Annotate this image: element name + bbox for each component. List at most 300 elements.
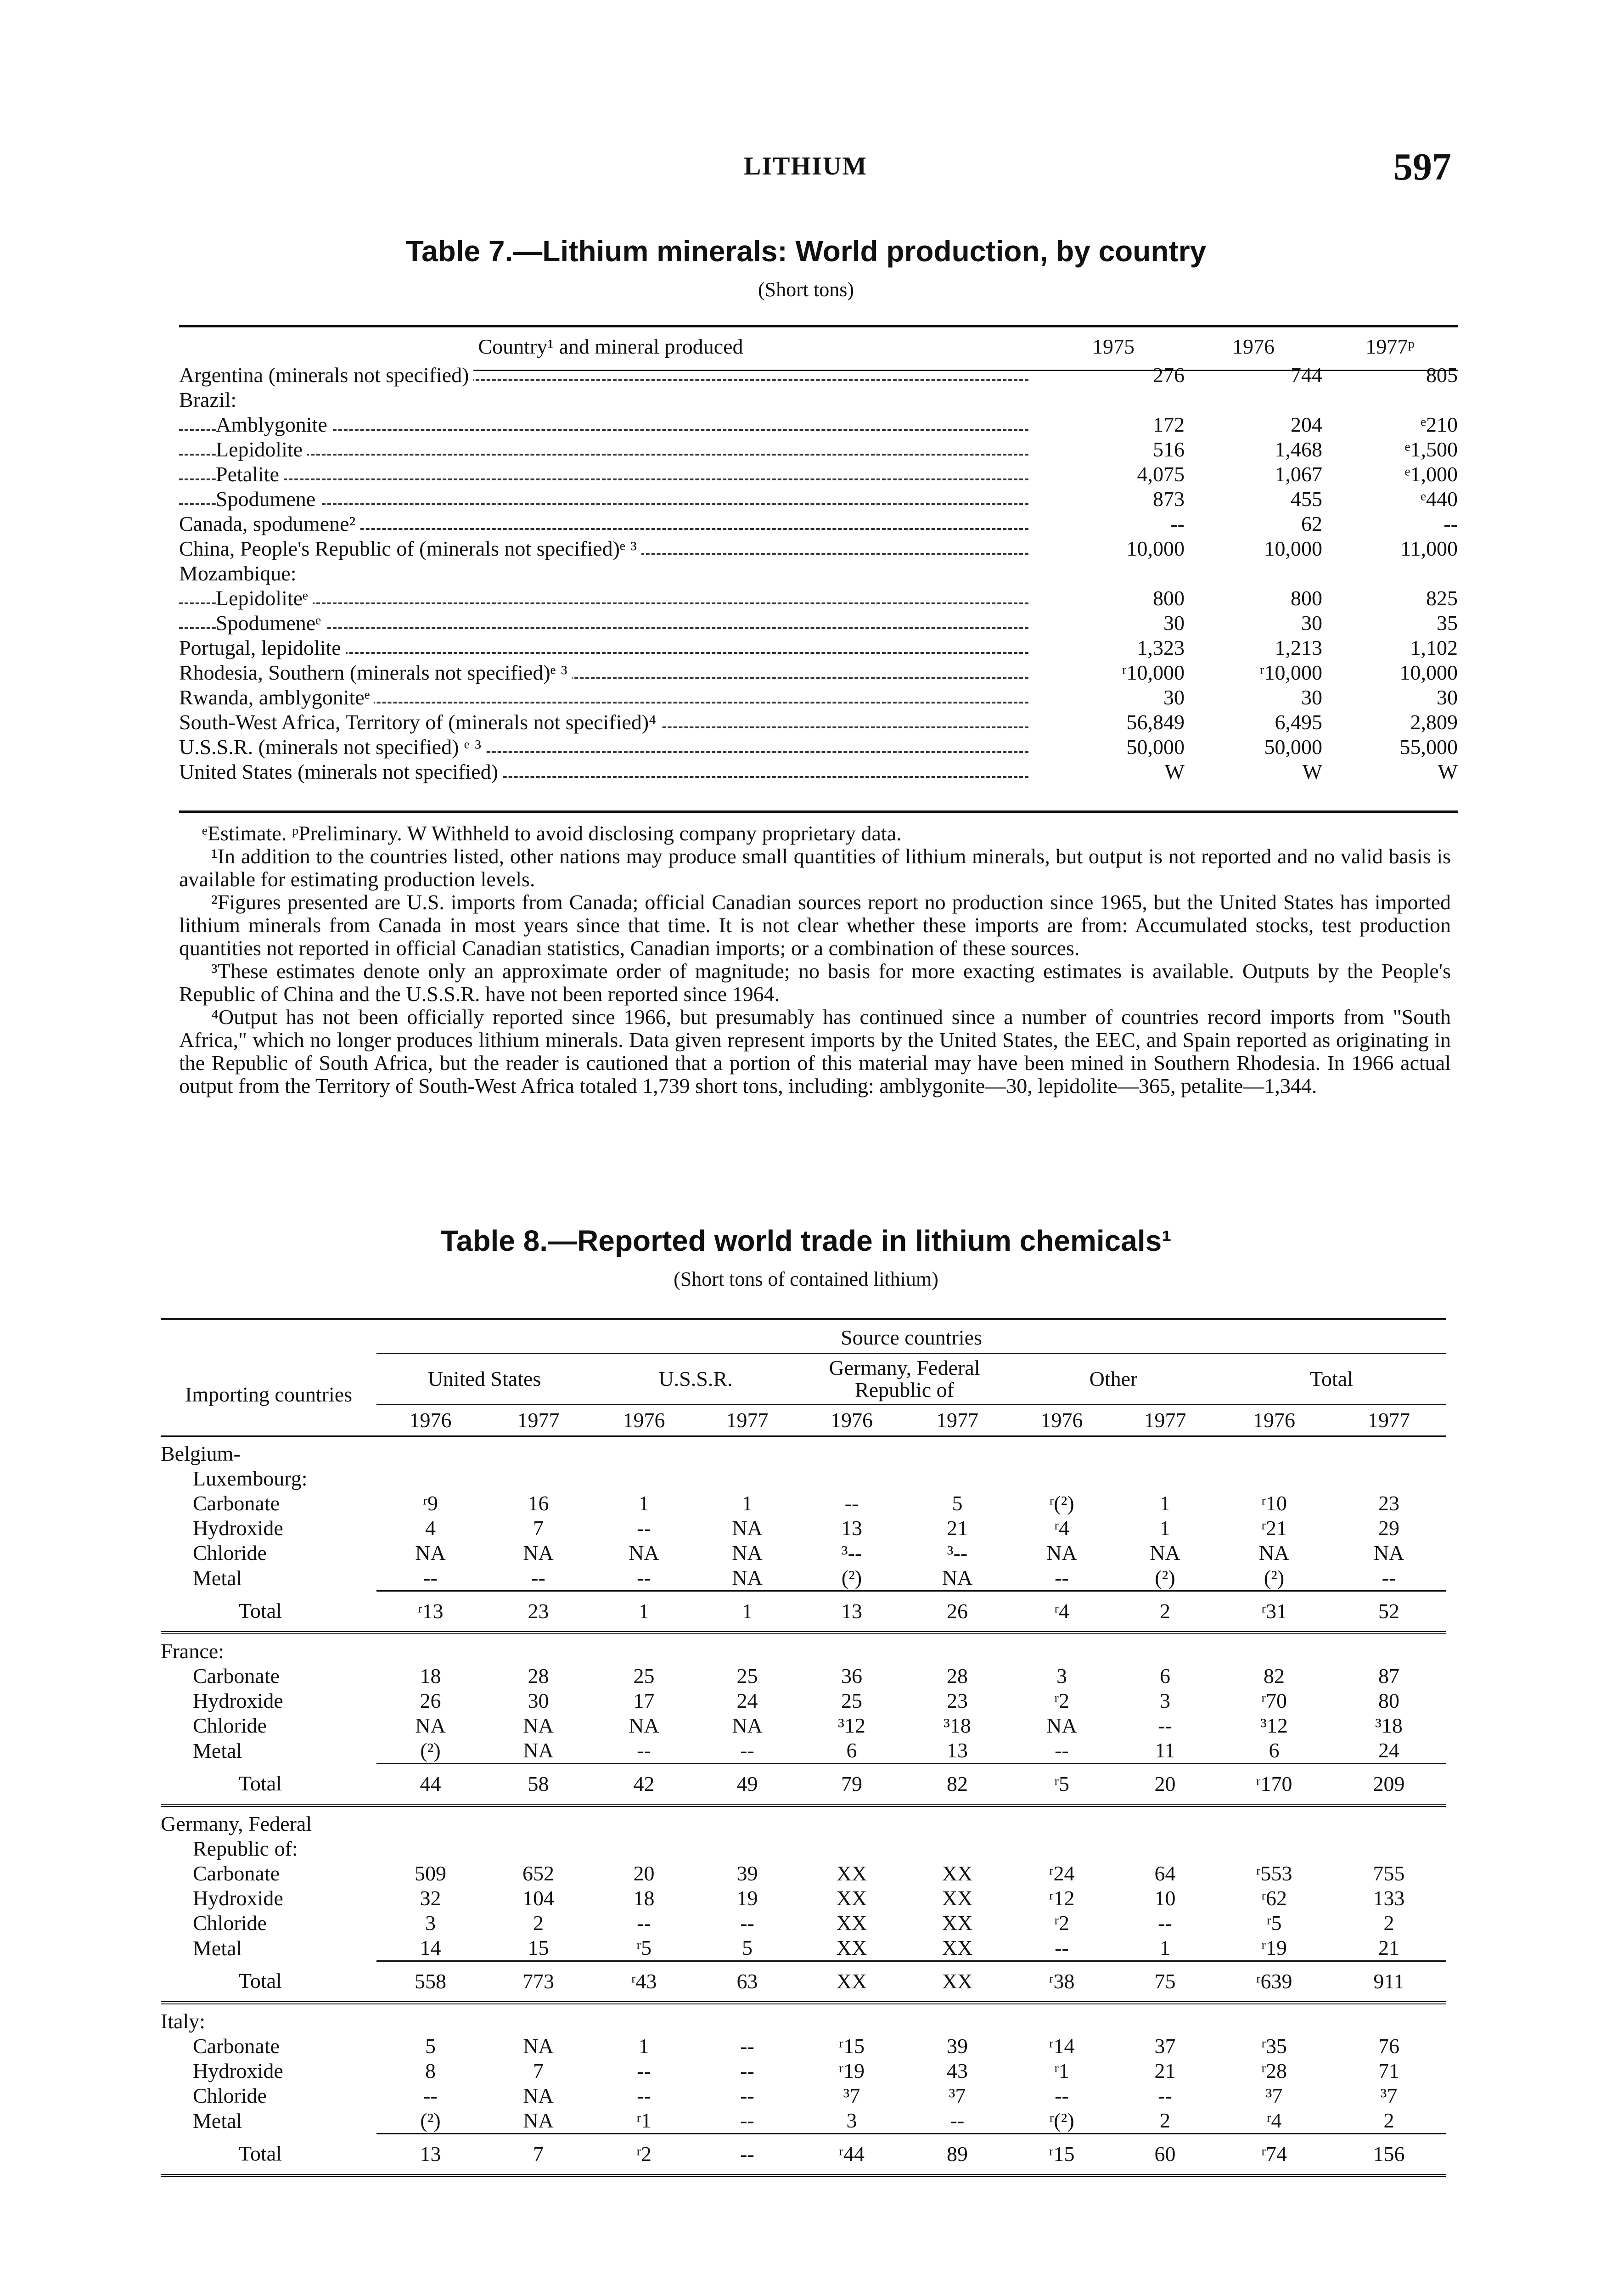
total-cell: ʳ4 (1054, 1599, 1069, 1623)
total-cell: ʳ38 (1049, 1970, 1075, 1993)
table8-row (161, 1565, 1446, 1591)
year-header: 1977 (936, 1408, 978, 1432)
value-cell: 87 (1378, 1664, 1399, 1688)
chemical-label: Metal (193, 1566, 242, 1590)
value-cell: NA (629, 1541, 659, 1564)
value-cell (1322, 388, 1458, 412)
value-cell: ʳ(²) (1010, 2108, 1113, 2134)
value-cell: ³12 (838, 1714, 865, 1737)
value-cell: 204 (1291, 413, 1322, 436)
value-cell: 82 (1264, 1664, 1285, 1688)
value-cell: 8 (425, 2059, 436, 2082)
value-cell: 755 (1373, 1862, 1405, 1885)
table7-header-row (179, 331, 1458, 363)
value-cell: 14 (376, 1936, 484, 1961)
total-cell: 209 (1373, 1772, 1405, 1795)
value-cell: 744 (1291, 363, 1322, 387)
total-cell: 42 (633, 1772, 655, 1795)
value-cell: 50,000 (1264, 735, 1322, 759)
value-cell: 56,849 (1126, 710, 1185, 734)
total-label: Total (239, 2142, 282, 2166)
total-cell: 773 (522, 1970, 554, 1993)
value-cell: 6 (799, 1738, 904, 1764)
value-cell: XX (942, 1862, 973, 1885)
importing-country: Belgium- (161, 1442, 241, 1465)
row-label: Mozambique: (179, 562, 301, 585)
value-cell: -- (1158, 1911, 1172, 1935)
value-cell: -- (1010, 1565, 1113, 1591)
total-cell: 13 (841, 1599, 862, 1623)
value-cell: -- (740, 2034, 754, 2058)
value-cell: 32 (420, 1886, 441, 1910)
value-cell: -- (740, 2084, 754, 2107)
value-cell: NA (732, 1714, 763, 1737)
table8-row (161, 2083, 1446, 2108)
value-cell: 4 (425, 1516, 436, 1540)
value-cell: ³7 (1265, 2084, 1283, 2107)
value-cell: 3 (799, 2108, 904, 2134)
total-cell: ʳ43 (631, 1970, 657, 1993)
section-heading-row (161, 1806, 1446, 1837)
value-cell: 1,213 (1275, 636, 1322, 659)
table8-source-row (161, 1322, 1446, 1354)
value-cell: 23 (947, 1689, 968, 1712)
value-cell: -- (696, 1738, 799, 1764)
value-cell: ³-- (947, 1541, 968, 1564)
importing-country: Luxembourg: (193, 1467, 308, 1490)
value-cell: 30 (528, 1689, 549, 1712)
group-header: U.S.S.R. (592, 1354, 799, 1405)
row-label: U.S.S.R. (minerals not specified) ᵉ ³ (179, 735, 486, 759)
section-heading-row (161, 2003, 1446, 2034)
table7-title: Table 7.—Lithium minerals: World production, by country (405, 235, 1207, 268)
value-cell: 5 (425, 2034, 436, 2058)
total-cell: 23 (528, 1599, 549, 1623)
value-cell: 6 (1217, 1738, 1331, 1764)
value-cell: ʳ19 (839, 2059, 865, 2082)
value-cell: 39 (736, 1862, 758, 1885)
table8-row (161, 2108, 1446, 2134)
year-header: 1977 (726, 1408, 769, 1432)
value-cell: 80 (1378, 1689, 1399, 1712)
value-cell: 2 (533, 1911, 544, 1935)
table7 (179, 331, 1458, 784)
value-cell: 1 (1160, 1491, 1170, 1515)
table8-row (161, 1911, 1446, 1936)
total-cell: 79 (841, 1772, 862, 1795)
value-cell: -- (696, 2108, 799, 2134)
value-cell: ʳ553 (1256, 1862, 1292, 1885)
row-label: Lepidoliteᵉ (216, 586, 313, 610)
value-cell: -- (376, 1565, 484, 1591)
value-cell: 1,067 (1275, 462, 1322, 486)
chemical-label: Carbonate (193, 2034, 280, 2058)
chemical-label: Metal (193, 1739, 242, 1762)
value-cell: W (1302, 760, 1322, 783)
value-cell: 4,075 (1137, 462, 1185, 486)
value-cell: XX (904, 1936, 1010, 1961)
total-cell: 63 (736, 1970, 758, 1993)
value-cell: NA (484, 1738, 592, 1764)
table7-row (179, 363, 1458, 388)
group-header: Germany, Federal Republic of (799, 1354, 1010, 1405)
section-heading-row (161, 1466, 1446, 1491)
value-cell: -- (637, 1516, 651, 1540)
table7-top-rule (179, 325, 1458, 327)
value-cell: 50,000 (1126, 735, 1185, 759)
value-cell (1042, 561, 1185, 586)
table8-row (161, 1491, 1446, 1516)
value-cell: ʳ12 (1049, 1886, 1075, 1910)
value-cell: NA (1150, 1541, 1180, 1564)
value-cell: NA (523, 2084, 554, 2107)
total-cell: XX (942, 1970, 973, 1993)
year-header: 1976 (831, 1408, 873, 1432)
table7-row (179, 660, 1458, 685)
value-cell: 55,000 (1399, 735, 1458, 759)
table8-subtitle: (Short tons of contained lithium) (674, 1268, 938, 1290)
table7-row (179, 636, 1458, 660)
table7-row (179, 760, 1458, 784)
value-cell: ʳ1 (1054, 2059, 1069, 2082)
value-cell: 18 (420, 1664, 441, 1688)
value-cell: 30 (1301, 611, 1322, 635)
value-cell: ʳ1 (592, 2108, 696, 2134)
value-cell: ³18 (1375, 1714, 1403, 1737)
footnote: ⁴Output has not been officially reported since 1966, but presumably has continued since a number of countries record imports from "South Africa," which no longer produces lithium minerals. Data given represent imports by the United States, the EEC, and Spain reported as originating in the Republic of South Africa, but the reader is cautioned that a portion of this material may have been mined in Southern Rhodesia. In 1966 actual output from the Territory of South-West Africa totaled 1,739 short tons, including: amblygonite—30, lepidolite—365, petalite—1,344. (179, 1005, 1451, 1097)
value-cell: 29 (1378, 1516, 1399, 1540)
table8-row (161, 1861, 1446, 1886)
value-cell: -- (1055, 2084, 1069, 2107)
table7-col-header: 1975 (1092, 335, 1135, 358)
value-cell: 15 (484, 1936, 592, 1961)
value-cell: -- (740, 1911, 754, 1935)
value-cell: 1 (1113, 1936, 1217, 1961)
importing-countries-header: Importing countries (185, 1382, 353, 1406)
value-cell: 3 (1056, 1664, 1067, 1688)
value-cell: 36 (841, 1664, 862, 1688)
value-cell: XX (799, 1936, 904, 1961)
value-cell: 652 (522, 1862, 554, 1885)
value-cell (1185, 561, 1322, 586)
value-cell: 71 (1378, 2059, 1399, 2082)
value-cell: 3 (1160, 1689, 1170, 1712)
value-cell: ʳ10,000 (1259, 661, 1322, 684)
total-cell: ʳ13 (417, 1599, 444, 1623)
total-cell: ʳ2 (636, 2142, 652, 2166)
total-cell: ʳ5 (1054, 1772, 1069, 1795)
value-cell: 276 (1153, 363, 1185, 387)
table8-row (161, 1886, 1446, 1911)
running-title: LITHIUM (744, 152, 868, 180)
chemical-label: Carbonate (193, 1862, 280, 1885)
year-header: 1976 (623, 1408, 665, 1432)
value-cell: -- (844, 1491, 859, 1515)
value-cell: ʳ19 (1217, 1936, 1331, 1961)
value-cell: 30 (1163, 611, 1185, 635)
value-cell: 10,000 (1126, 537, 1185, 560)
table7-row (179, 685, 1458, 710)
value-cell: 104 (522, 1886, 554, 1910)
table8-row (161, 1516, 1446, 1541)
value-cell: NA (696, 1565, 799, 1591)
total-cell: -- (740, 2142, 754, 2166)
total-label: Total (239, 1772, 282, 1795)
row-label: Rhodesia, Southern (minerals not specified)ᵉ ³ (179, 661, 572, 684)
group-header: United States (376, 1354, 592, 1405)
value-cell: W (1438, 760, 1458, 783)
value-cell: 21 (947, 1516, 968, 1540)
value-cell: (²) (1217, 1565, 1331, 1591)
value-cell: (²) (376, 1738, 484, 1764)
value-cell: 10 (1154, 1886, 1176, 1910)
table7-row (179, 536, 1458, 561)
table8-total-row (161, 2134, 1446, 2176)
value-cell: -- (637, 2059, 651, 2082)
chemical-label: Chloride (193, 1541, 267, 1564)
value-cell: 35 (1437, 611, 1458, 635)
value-cell: 2 (1331, 2108, 1446, 2134)
value-cell: 30 (1163, 686, 1185, 709)
table7-footnotes (179, 822, 1451, 1097)
value-cell: ʳ5 (592, 1936, 696, 1961)
table7-row (179, 462, 1458, 487)
value-cell: 172 (1153, 413, 1185, 436)
value-cell: 10,000 (1264, 537, 1322, 560)
value-cell: -- (1010, 1738, 1113, 1764)
value-cell: 17 (633, 1689, 655, 1712)
value-cell: 19 (736, 1886, 758, 1910)
value-cell: -- (904, 2108, 1010, 2134)
chemical-label: Chloride (193, 1714, 267, 1737)
value-cell: NA (732, 1541, 763, 1564)
value-cell: ³7 (949, 2084, 966, 2107)
total-cell: 156 (1373, 2142, 1405, 2166)
value-cell: NA (1258, 1541, 1290, 1564)
total-label: Total (239, 1599, 282, 1623)
importing-country: Germany, Federal (161, 1812, 312, 1835)
value-cell: 62 (1301, 512, 1322, 535)
value-cell: ʳ5 (1266, 1911, 1282, 1935)
value-cell: 76 (1378, 2034, 1399, 2058)
value-cell: -- (1158, 1714, 1172, 1737)
value-cell: 21 (1154, 2059, 1176, 2082)
total-cell: XX (836, 1970, 867, 1993)
value-cell: 805 (1426, 363, 1458, 387)
value-cell: NA (523, 2034, 554, 2058)
table7-row (179, 388, 1458, 412)
value-cell: ʳ62 (1261, 1886, 1287, 1910)
value-cell: 825 (1426, 586, 1458, 610)
value-cell: NA (1046, 1541, 1077, 1564)
year-header: 1977 (1368, 1408, 1410, 1432)
value-cell: ᵉ1,000 (1404, 462, 1458, 486)
value-cell: 21 (1331, 1936, 1446, 1961)
value-cell: -- (1331, 1565, 1446, 1591)
value-cell: XX (942, 1911, 973, 1935)
row-label: Argentina (minerals not specified) (179, 363, 473, 387)
value-cell: NA (1373, 1541, 1404, 1564)
group-header: Other (1010, 1354, 1217, 1405)
value-cell: NA (1046, 1714, 1077, 1737)
value-cell: -- (740, 2059, 754, 2082)
chemical-label: Chloride (193, 1911, 267, 1935)
importing-country: France: (161, 1639, 224, 1663)
value-cell: ʳ24 (1049, 1862, 1075, 1885)
chemical-label: Hydroxide (193, 1516, 283, 1540)
value-cell: ³-- (841, 1541, 862, 1564)
table8-row (161, 2059, 1446, 2083)
value-cell: 7 (533, 2059, 544, 2082)
table7-col-header: 1977ᵖ (1365, 335, 1415, 358)
value-cell: ³18 (944, 1714, 971, 1737)
value-cell: 13 (904, 1738, 1010, 1764)
value-cell: ʳ10 (1261, 1491, 1287, 1515)
value-cell: 509 (415, 1862, 446, 1885)
value-cell: ʳ4 (1054, 1516, 1069, 1540)
value-cell: ³12 (1260, 1714, 1288, 1737)
total-cell: 911 (1373, 1970, 1404, 1993)
value-cell: -- (484, 1565, 592, 1591)
table7-col-header: Country¹ and mineral produced (478, 335, 743, 358)
total-cell: ʳ15 (1049, 2142, 1075, 2166)
value-cell: 37 (1154, 2034, 1176, 2058)
value-cell: 133 (1373, 1886, 1405, 1910)
table8-row (161, 1713, 1446, 1738)
total-cell: 89 (947, 2142, 968, 2166)
value-cell: 873 (1153, 487, 1185, 511)
value-cell: ʳ15 (839, 2034, 865, 2058)
value-cell: 2 (1383, 1911, 1394, 1935)
value-cell: 2,809 (1410, 710, 1458, 734)
value-cell: NA (415, 1541, 446, 1564)
value-cell: 1,323 (1137, 636, 1185, 659)
value-cell: ʳ35 (1261, 2034, 1287, 2058)
value-cell: (²) (799, 1565, 904, 1591)
page-number: 597 (1393, 146, 1451, 188)
chemical-label: Hydroxide (193, 1689, 283, 1712)
total-cell: 82 (947, 1772, 968, 1795)
value-cell: (²) (1113, 1565, 1217, 1591)
value-cell: 455 (1291, 487, 1322, 511)
row-label: United States (minerals not specified) (179, 760, 503, 783)
row-label: Lepidolite (216, 438, 307, 461)
value-cell: 1 (639, 2034, 649, 2058)
total-cell: ʳ639 (1256, 1970, 1292, 1993)
value-cell (1042, 388, 1185, 412)
value-cell: 28 (947, 1664, 968, 1688)
total-cell: 1 (742, 1599, 753, 1623)
table8-row (161, 1541, 1446, 1565)
table8-row (161, 1936, 1446, 1961)
value-cell: -- (1010, 1936, 1113, 1961)
table7-row (179, 437, 1458, 462)
importing-country: Republic of: (193, 1837, 298, 1860)
value-cell: -- (1443, 512, 1458, 535)
section-heading-row (161, 1633, 1446, 1664)
value-cell: ʳ10,000 (1122, 661, 1185, 684)
total-cell: 558 (415, 1970, 446, 1993)
total-cell: 75 (1154, 1970, 1176, 1993)
total-cell: 13 (420, 2142, 441, 2166)
year-header: 1976 (1040, 1408, 1083, 1432)
value-cell: 11,000 (1400, 537, 1458, 560)
table8-row (161, 1738, 1446, 1764)
table7-subtitle: (Short tons) (758, 278, 854, 301)
year-header: 1977 (1144, 1408, 1186, 1432)
value-cell: 1 (1160, 1516, 1170, 1540)
value-cell: XX (942, 1886, 973, 1910)
total-cell: 20 (1154, 1772, 1176, 1795)
value-cell: XX (836, 1911, 867, 1935)
value-cell: 800 (1291, 586, 1322, 610)
value-cell: -- (423, 2084, 438, 2107)
total-cell: 1 (639, 1599, 649, 1623)
value-cell: 5 (952, 1491, 963, 1515)
value-cell: 23 (1378, 1491, 1399, 1515)
year-header: 1976 (409, 1408, 452, 1432)
value-cell: NA (523, 1714, 554, 1737)
footnote: ²Figures presented are U.S. imports from Canada; official Canadian sources report no production since 1965, but the United States has imported lithium minerals from Canada in most years since that time. It is not clear whether these imports are from: Accumulated stocks, test production quantities not reported in official Canadian statistics, Canadian imports; or a combination of these sources. (179, 890, 1451, 960)
table7-row (179, 412, 1458, 437)
total-cell: 58 (528, 1772, 549, 1795)
value-cell: ʳ(²) (1049, 1491, 1074, 1515)
row-label: Spodumeneᵉ (216, 611, 326, 635)
year-header: 1976 (1253, 1408, 1295, 1432)
row-label: Brazil: (179, 388, 241, 411)
table7-bottom-rule (179, 810, 1458, 813)
value-cell: ʳ70 (1261, 1689, 1287, 1712)
value-cell: 6 (1160, 1664, 1170, 1688)
row-label: China, People's Republic of (minerals not specified)ᵉ ³ (179, 537, 641, 560)
value-cell: 13 (841, 1516, 862, 1540)
value-cell: 2 (1113, 2108, 1217, 2134)
table8-group-row (161, 1354, 1446, 1405)
table7-row (179, 512, 1458, 536)
total-cell: ʳ44 (839, 2142, 865, 2166)
row-label: Petalite (216, 462, 284, 486)
value-cell: (²) (376, 2108, 484, 2134)
row-label: Rwanda, amblygoniteᵉ (179, 686, 374, 709)
value-cell: 24 (736, 1689, 758, 1712)
value-cell: 28 (528, 1664, 549, 1688)
total-cell: 44 (420, 1772, 441, 1795)
value-cell: 800 (1153, 586, 1185, 610)
value-cell: -- (1170, 512, 1185, 535)
value-cell: -- (637, 1911, 651, 1935)
value-cell: 18 (633, 1886, 655, 1910)
value-cell: 6,495 (1275, 710, 1322, 734)
row-label: Amblygonite (216, 413, 332, 436)
value-cell: ³7 (843, 2084, 860, 2107)
value-cell: 64 (1154, 1862, 1176, 1885)
value-cell: 1,102 (1410, 636, 1458, 659)
footnote: ᵉEstimate. ᵖPreliminary. W Withheld to avoid disclosing company proprietary data. (202, 822, 902, 845)
row-label: Portugal, lepidolite (179, 636, 346, 659)
value-cell: 30 (1437, 686, 1458, 709)
value-cell: NA (484, 2108, 592, 2134)
table8 (161, 1322, 1446, 2177)
total-label: Total (239, 1969, 282, 1993)
value-cell: 3 (425, 1911, 436, 1935)
table8-total-row (161, 1961, 1446, 2003)
value-cell: ʳ2 (1054, 1911, 1069, 1935)
value-cell: NA (629, 1714, 659, 1737)
importing-country: Italy: (161, 2009, 206, 2033)
section-heading-row (161, 1836, 1446, 1861)
value-cell: NA (523, 1541, 554, 1564)
value-cell: 25 (736, 1664, 758, 1688)
